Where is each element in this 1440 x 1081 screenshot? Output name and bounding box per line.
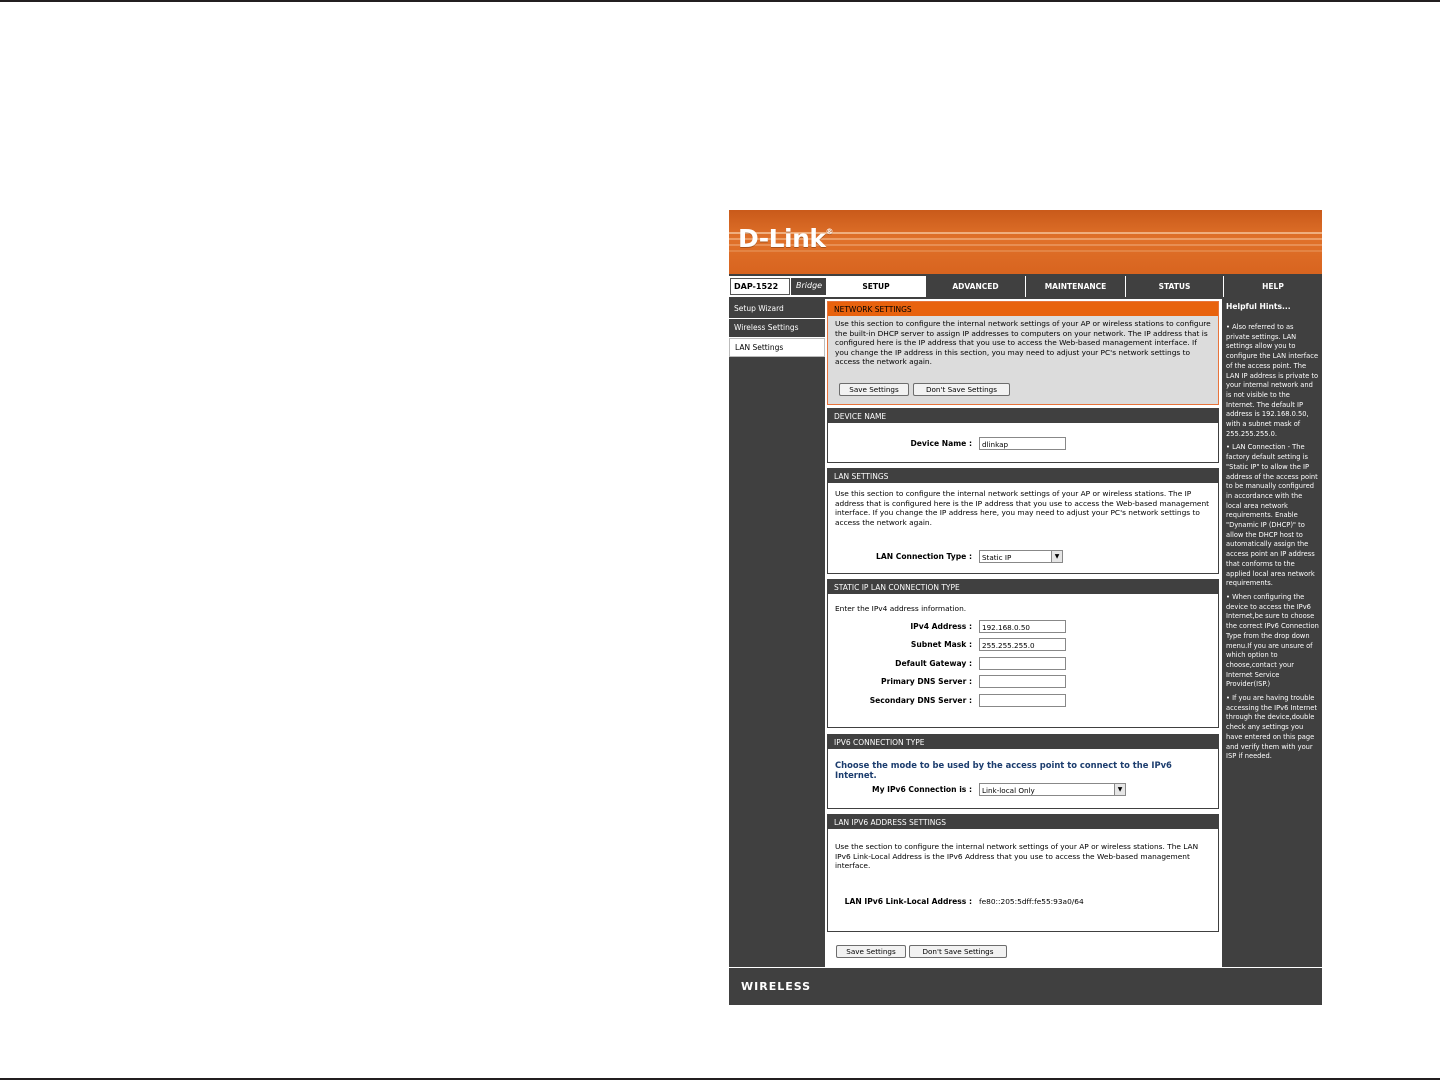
tab-setup[interactable]: SETUP [826, 276, 925, 297]
footer-bar [729, 967, 1322, 1005]
ipv6-connection-section [827, 734, 1219, 809]
hint-item: • If you are having trouble accessing the IPv6 Internet through the device,double check any settings you have entered on this page and verify them with your ISP if needed. [1226, 694, 1317, 761]
lan-connection-value: Static IP [982, 553, 1012, 562]
lan-ipv6-section [827, 814, 1219, 932]
dont-save-settings-button-bottom[interactable]: Don't Save Settings [909, 945, 1007, 958]
device-name-input[interactable]: dlinkap [979, 437, 1066, 450]
lan-connection-row [828, 550, 1218, 564]
router-admin-window [729, 210, 1322, 1005]
lan-settings-section [827, 468, 1219, 574]
primary-dns-input[interactable] [979, 675, 1066, 688]
tab-help[interactable]: HELP [1223, 276, 1322, 297]
default-gateway-label: Default Gateway : [895, 659, 972, 668]
save-settings-button[interactable]: Save Settings [839, 383, 909, 396]
ipv4-address-row [828, 620, 1218, 634]
static-ip-section [827, 579, 1219, 728]
hint-item: • LAN Connection - The factory default setting is "Static IP" to allow the IP address of the access point to be manually configured in accordance with the local area network requirements. Enable "Dynamic IP (DHCP)" to allow the DHCP host to automatically assign the access point an IP address that conforms to the applied local area network requirements. [1226, 443, 1318, 588]
default-gateway-input[interactable] [979, 657, 1066, 670]
bottom-rule [0, 1078, 1440, 1080]
device-name-section [827, 408, 1219, 463]
tab-maintenance[interactable]: MAINTENANCE [1025, 276, 1125, 297]
subnet-mask-input[interactable]: 255.255.255.0 [979, 638, 1066, 651]
section-title: STATIC IP LAN CONNECTION TYPE [828, 580, 1218, 594]
wireless-logo: WIRELESS [741, 980, 812, 993]
tab-status[interactable]: STATUS [1125, 276, 1223, 297]
primary-dns-row [828, 675, 1218, 689]
ipv6-connection-row [828, 783, 1218, 797]
lan-ipv6-address-label: LAN IPv6 Link-Local Address : [844, 897, 972, 906]
tab-advanced[interactable]: ADVANCED [925, 276, 1025, 297]
chevron-down-icon: ▼ [1114, 784, 1125, 795]
section-title: LAN SETTINGS [828, 469, 1218, 483]
default-gateway-row [828, 657, 1218, 671]
lan-ipv6-address-value: fe80::205:5dff:fe55:93a0/64 [979, 897, 1084, 906]
top-rule [0, 0, 1440, 2]
header-banner [729, 210, 1322, 274]
chevron-down-icon: ▼ [1051, 551, 1062, 562]
subnet-mask-label: Subnet Mask : [910, 640, 972, 649]
network-settings-section [827, 301, 1219, 405]
device-name-label: Device Name : [910, 439, 972, 448]
lan-ipv6-address-row [828, 895, 1218, 909]
lan-connection-label: LAN Connection Type : [876, 552, 972, 561]
section-intro: Enter the IPv4 address information. [835, 604, 967, 613]
section-title: NETWORK SETTINGS [828, 302, 1218, 316]
ipv6-connection-value: Link-local Only [982, 786, 1035, 795]
section-description: Use this section to configure the internal network settings of your AP or wireless stations. The IP address that is configured here is the IP address that you use to access the Web-based management interface. If you change the IP address here, you may need to adjust your PC's network settings to access the network again. [835, 489, 1210, 527]
ipv4-address-input[interactable]: 192.168.0.50 [979, 620, 1066, 633]
ipv4-address-label: IPv4 Address : [910, 622, 972, 631]
main-content [825, 299, 1222, 967]
helpful-hints-panel [1223, 299, 1322, 967]
lan-connection-select[interactable] [979, 550, 1063, 563]
hint-item: • Also referred to as private settings. LAN settings allow you to configure the LAN interface of the access point. The LAN IP address is private to your internal network and is not visible to the Internet. The default IP address is 192.168.0.50, with a subnet mask of 255.255.255.0. [1226, 323, 1319, 438]
dont-save-settings-button[interactable]: Don't Save Settings [913, 383, 1010, 396]
hints-title: Helpful Hints... [1226, 302, 1291, 311]
section-description: Use the section to configure the internal network settings of your AP or wireless stations. The LAN IPv6 Link-Local Address is the IPv6 Address that you use to access the Web-based management interface. [835, 842, 1199, 871]
hint-item: • When configuring the device to access the IPv6 Internet,be sure to choose the correct IPv6 Connection Type from the drop down menu.If you are unsure of which option to choose,contact your Internet Service Provider(ISP.) [1226, 592, 1319, 689]
nav-setup-wizard[interactable]: Setup Wizard [729, 300, 825, 319]
dlink-logo: D-Link® [738, 224, 834, 253]
section-title: IPV6 CONNECTION TYPE [828, 735, 1218, 749]
save-settings-button-bottom[interactable]: Save Settings [836, 945, 906, 958]
nav-wireless-settings[interactable]: Wireless Settings [729, 319, 825, 338]
ipv6-connection-select[interactable] [979, 783, 1126, 796]
mode-label: Bridge [791, 278, 826, 295]
section-description: Use this section to configure the internal network settings of your AP or wireless stations to configure the built-in DHCP server to assign IP addresses to computers on your network. The IP address that is configured here is the IP address that you use to access the Web-based management interface. If you change the IP address in this section, you may need to adjust your PC's network settings to access the network again. [835, 319, 1211, 367]
model-label: DAP-1522 [730, 278, 790, 295]
left-nav [729, 299, 825, 967]
secondary-dns-input[interactable] [979, 694, 1066, 707]
section-intro: Choose the mode to be used by the access point to connect to the IPv6 Internet. [835, 760, 1172, 780]
device-name-row [828, 437, 1218, 451]
section-title: LAN IPV6 ADDRESS SETTINGS [828, 815, 1218, 829]
section-title: DEVICE NAME [828, 409, 1218, 423]
primary-dns-label: Primary DNS Server : [881, 677, 972, 686]
tab-bar [729, 276, 1322, 297]
secondary-dns-label: Secondary DNS Server : [869, 696, 972, 705]
nav-lan-settings[interactable]: LAN Settings [729, 338, 825, 357]
secondary-dns-row [828, 694, 1218, 708]
subnet-mask-row [828, 638, 1218, 652]
ipv6-connection-label: My IPv6 Connection is : [872, 785, 972, 794]
